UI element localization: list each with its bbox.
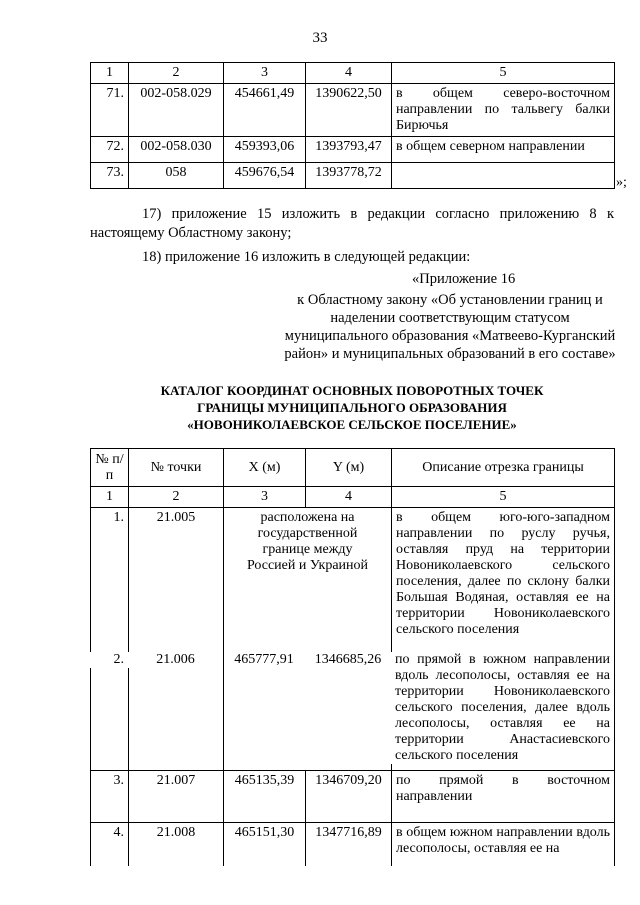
point-number: 058 (129, 163, 224, 189)
page-number: 33 (312, 30, 328, 46)
segment-description (392, 163, 615, 189)
table-header-cell: 4 (306, 63, 392, 84)
catalog-title-line: «НОВОНИКОЛАЕВСКОЕ СЕЛЬСКОЕ ПОСЕЛЕНИЕ» (187, 417, 517, 432)
table-row (91, 822, 615, 866)
column-header-point: № точки (129, 449, 224, 487)
segment-description: в общем северо-восточном направлении по тальвегу балки Бирючья (392, 84, 615, 137)
table-header-row (91, 449, 615, 487)
x-coordinate: 454661,49 (224, 84, 306, 137)
point-number: 002-058.030 (129, 137, 224, 163)
x-coordinate: 459676,54 (224, 163, 306, 189)
paragraph-18: 18) приложение 16 изложить в следующей редакции: (142, 249, 471, 265)
border-note: расположена на государственной границе между Россией и Украиной (224, 508, 392, 770)
x-coordinate: 465135,39 (224, 770, 306, 822)
row-number: 72. (91, 137, 129, 163)
y-coordinate: 1393793,47 (306, 137, 392, 163)
continuation-table (90, 62, 615, 189)
table-row (91, 770, 615, 822)
point-number: 21.008 (129, 822, 224, 866)
appendix-title: «Приложение 16 (412, 271, 516, 287)
column-number: 3 (224, 487, 306, 508)
row-number: 73. (91, 163, 129, 189)
table-row (91, 137, 615, 163)
segment-description: в общем юго-юго-западном направлении по руслу ручья, оставляя пруд на территории Новониколаевского сельского поселения, далее по склону балки Большая Водяная, оставляя ее на территории Новониколаевского сельского поселения (392, 508, 615, 770)
table-header-row (91, 63, 615, 84)
catalog-title (90, 382, 614, 433)
column-number-row (91, 487, 615, 508)
row-number: 1. (91, 508, 129, 770)
table-row (91, 84, 615, 137)
segment-description: по прямой в южном направлении вдоль лесополосы, оставляя ее на территории Новониколаевского сельского поселения, далее вдоль лесополосы, оставляя ее на территории Анастасиевского сельского поселения (391, 652, 614, 764)
y-coordinate: 1346709,20 (306, 770, 392, 822)
table-header-cell: 5 (392, 63, 615, 84)
column-header-number: № п/п (91, 449, 129, 487)
column-number: 2 (129, 487, 224, 508)
column-header-y: Y (м) (306, 449, 392, 487)
point-number: 21.007 (129, 770, 224, 822)
point-number: 002-058.029 (129, 84, 224, 137)
catalog-title-line: ГРАНИЦЫ МУНИЦИПАЛЬНОГО ОБРАЗОВАНИЯ (197, 400, 507, 415)
table-header-cell: 3 (224, 63, 306, 84)
segment-description: по прямой в восточном направлении (392, 770, 615, 822)
column-number: 4 (306, 487, 392, 508)
row-number: 4. (91, 822, 129, 866)
segment-description: в общем южном направлении вдоль лесополосы, оставляя ее на (392, 822, 615, 866)
y-coordinate: 1347716,89 (306, 822, 392, 866)
table-row (91, 163, 615, 189)
column-header-x: X (м) (224, 449, 306, 487)
x-coordinate: 465151,30 (224, 822, 306, 866)
paragraph-17: 17) приложение 15 изложить в редакции согласно приложению 8 к настоящему Областному закону; (90, 206, 614, 241)
appendix-subtitle: к Областному закону «Об установлении границ и наделении соответствующим статусом муниципального образования «Матвеево-Курганский район» и муниципальных образований в его составе» (284, 292, 616, 362)
table-header-cell: 1 (91, 63, 129, 84)
point-number: 21.006 (128, 652, 223, 668)
point-number: 21.005 (129, 508, 224, 770)
closing-quote: »; (616, 175, 627, 190)
row-number: 3. (91, 770, 129, 822)
y-coordinate: 1346685,26 (314, 652, 382, 667)
segment-description: в общем северном направлении (392, 137, 615, 163)
row-number: 71. (91, 84, 129, 137)
catalog-title-line: КАТАЛОГ КООРДИНАТ ОСНОВНЫХ ПОВОРОТНЫХ ТОЧЕК (160, 383, 544, 398)
column-header-description: Описание отрезка границы (392, 449, 615, 487)
x-coordinate: 459393,06 (224, 137, 306, 163)
table-header-cell: 2 (129, 63, 224, 84)
column-number: 1 (91, 487, 129, 508)
y-coordinate: 1393778,72 (306, 163, 392, 189)
row-number (91, 644, 129, 645)
x-coordinate: 465777,91 (234, 652, 294, 667)
row-number: 2. (90, 652, 128, 668)
y-coordinate: 1390622,50 (306, 84, 392, 137)
column-number: 5 (392, 487, 615, 508)
